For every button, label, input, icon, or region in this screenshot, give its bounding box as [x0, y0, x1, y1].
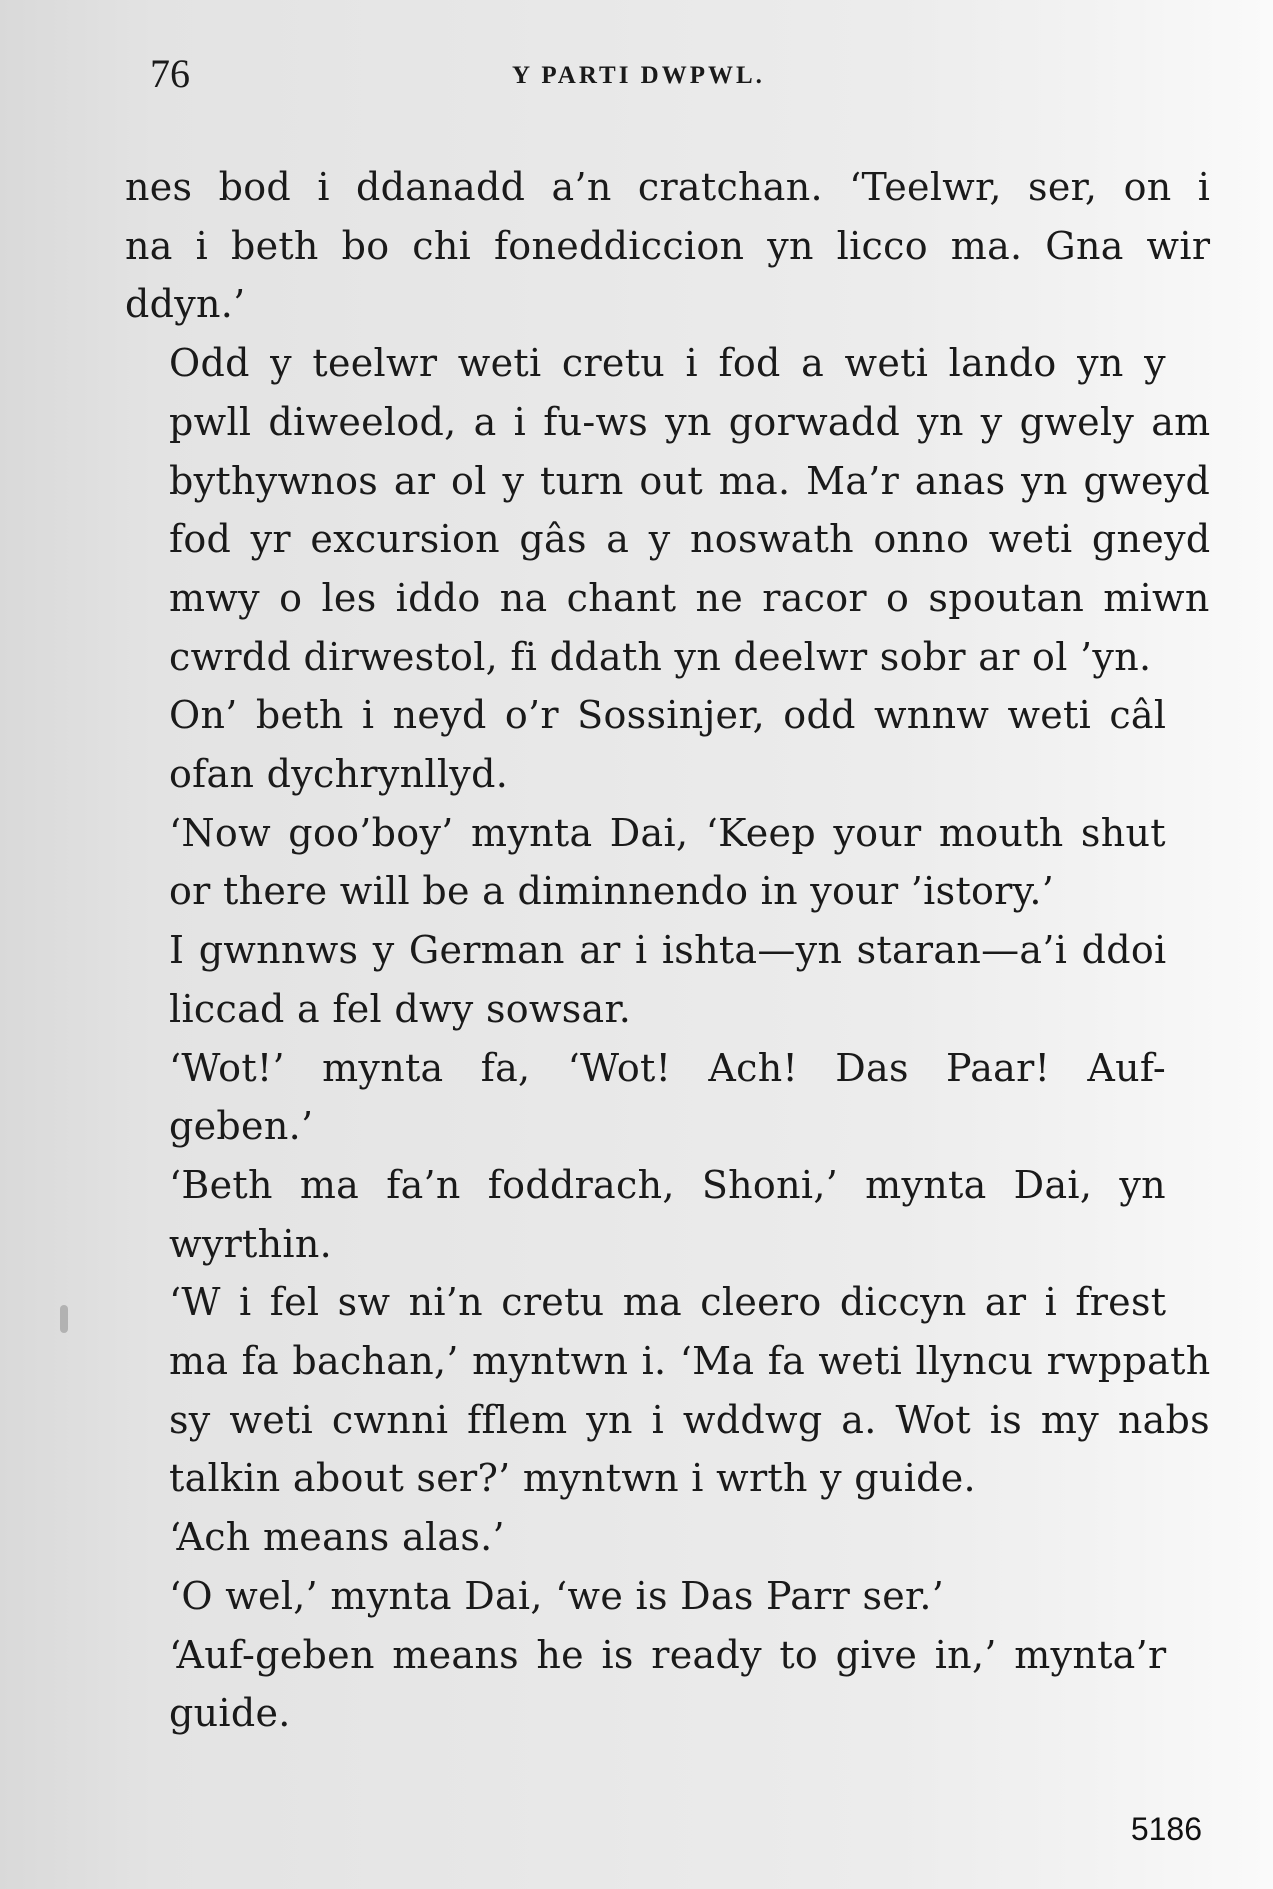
paragraph [125, 1567, 1210, 1626]
text-line: na i beth bo chi foneddiccion yn licco ma. Gna wir [125, 223, 1211, 268]
paragraph [125, 804, 1210, 921]
body-text [125, 158, 1210, 1743]
text-line: ‘W i fel sw ni’n cretu ma cleero diccyn ar i frest [169, 1280, 1167, 1325]
text-line: wyrthin. [169, 1221, 333, 1266]
text-line: geben.’ [169, 1104, 314, 1149]
text-line: On’ beth i neyd o’r Sossinjer, odd wnnw weti câl [169, 693, 1167, 738]
text-line: bythywnos ar ol y turn out ma. Ma’r anas yn gweyd [169, 458, 1211, 503]
paragraph [125, 334, 1210, 686]
text-line: ddyn.’ [125, 282, 246, 327]
text-line: ‘Ach means alas.’ [169, 1515, 505, 1560]
text-line: ‘Auf-geben means he is ready to give in,’ mynta’r [169, 1632, 1167, 1677]
text-line: guide. [169, 1691, 291, 1736]
catalog-number: 5186 [1130, 1811, 1202, 1847]
text-line: pwll diweelod, a i fu-ws yn gorwadd yn y gwely am [169, 399, 1211, 444]
running-title: Y PARTI DWPWL. [512, 62, 765, 89]
paragraph [125, 1508, 1210, 1567]
text-line: nes bod i ddanadd a’n cratchan. ‘Teelwr, ser, on i [125, 165, 1211, 209]
paragraph [125, 1626, 1210, 1743]
paragraph [125, 1039, 1210, 1156]
text-line: talkin about ser?’ myntwn i wrth y guide. [169, 1456, 976, 1501]
paragraph [125, 686, 1210, 803]
page-smudge [60, 1305, 68, 1333]
text-line: ‘Now goo’boy’ mynta Dai, ‘Keep your mouth shut [169, 810, 1166, 855]
paragraph [125, 158, 1210, 334]
page-number: 76 [150, 51, 190, 96]
text-line: sy weti cwnni fflem yn i wddwg a. Wot is my nabs [169, 1397, 1210, 1442]
text-line: Odd y teelwr weti cretu i fod a weti lando yn y [169, 341, 1166, 386]
text-line: cwrdd dirwestol, fi ddath yn deelwr sobr ar ol ’yn. [169, 634, 1152, 679]
text-line: or there will be a diminnendo in your ’istory.’ [169, 869, 1055, 914]
text-line: ofan dychrynllyd. [169, 752, 509, 797]
running-head [150, 50, 1200, 100]
text-line: ‘O wel,’ mynta Dai, ‘we is Das Parr ser.’ [169, 1573, 945, 1618]
text-line: ma fa bachan,’ myntwn i. ‘Ma fa weti llyncu rwppath [169, 1339, 1211, 1384]
paragraph [125, 1156, 1210, 1273]
text-line: liccad a fel dwy sowsar. [169, 986, 632, 1031]
text-line: ‘Wot!’ mynta fa, ‘Wot! Ach! Das Paar! Auf- [169, 1045, 1167, 1090]
text-line: I gwnnws y German ar i ishta—yn staran—a’i ddoi [169, 928, 1167, 973]
text-line: fod yr excursion gâs a y noswath onno weti gneyd [169, 517, 1211, 562]
paragraph [125, 921, 1210, 1038]
paragraph [125, 1273, 1210, 1508]
text-line: ‘Beth ma fa’n foddrach, Shoni,’ mynta Dai, yn [169, 1162, 1166, 1207]
text-line: mwy o les iddo na chant ne racor o spoutan miwn [169, 575, 1210, 620]
